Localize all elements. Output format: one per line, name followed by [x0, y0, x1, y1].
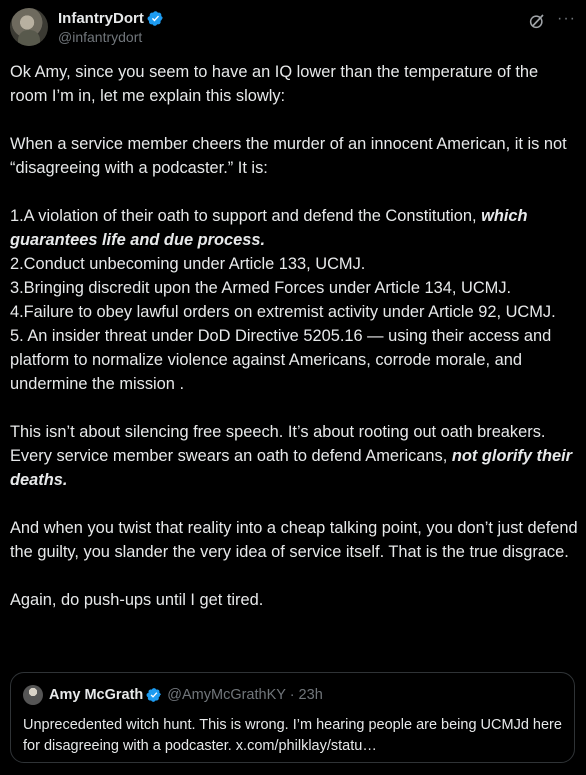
- author-avatar[interactable]: [10, 8, 48, 46]
- list-item: 4.Failure to obey lawful orders on extremist activity under Article 92, UCMJ.: [10, 303, 556, 321]
- paragraph-text: This isn’t about silencing free speech. It’s about rooting out oath breakers. Every service member swears an oath to defend Americans,: [10, 423, 546, 465]
- post-body: [10, 60, 578, 612]
- quoted-post-text: Unprecedented witch hunt. This is wrong. I’m hearing people are being UCMJd here for disagreeing with a podcaster. x.com/philklay/statu…: [23, 717, 562, 754]
- more-options-icon[interactable]: ···: [557, 10, 576, 27]
- paragraph-emphasis: not glorify their deaths.: [10, 447, 573, 489]
- post-paragraph-free-speech: [10, 420, 578, 492]
- quoted-author-handle-time: @AmyMcGrathKY · 23h: [167, 687, 323, 703]
- list-item: 2.Conduct unbecoming under Article 133, UCMJ.: [10, 255, 366, 273]
- list-item: [10, 204, 578, 252]
- list-item-emphasis: which guarantees life and due process.: [10, 207, 528, 249]
- post-paragraph-disgrace: And when you twist that reality into a cheap talking point, you don’t just defend the guilty, you slander the very idea of service itself. That is the true disgrace.: [10, 519, 578, 561]
- author-name-row: [58, 10, 164, 27]
- list-item: 3.Bringing discredit upon the Armed Forces under Article 134, UCMJ.: [10, 279, 512, 297]
- quoted-author-avatar: [23, 685, 43, 705]
- grok-icon[interactable]: [528, 12, 546, 30]
- quoted-post[interactable]: [10, 672, 575, 763]
- post-header: [10, 8, 576, 48]
- quoted-author-name: Amy McGrath: [49, 687, 144, 703]
- quoted-post-header: [23, 685, 323, 705]
- list-item-text: 1.A violation of their oath to support and defend the Constitution,: [10, 207, 482, 225]
- post-paragraph-intro: Ok Amy, since you seem to have an IQ lower than the temperature of the room I’m in, let me explain this slowly:: [10, 63, 539, 105]
- post-paragraph-closing: Again, do push-ups until I get tired.: [10, 591, 264, 609]
- author-name[interactable]: InfantryDort: [58, 10, 144, 27]
- verified-badge-icon: [146, 687, 162, 703]
- author-handle[interactable]: @infantrydort: [58, 29, 143, 45]
- post-paragraph-context: When a service member cheers the murder of an innocent American, it is not “disagreeing with a podcaster.” It is:: [10, 135, 567, 177]
- verified-badge-icon: [147, 10, 164, 27]
- list-item: 5. An insider threat under DoD Directive 5205.16 — using their access and platform to normalize violence against Americans, corrode morale, and undermine the mission .: [10, 327, 552, 393]
